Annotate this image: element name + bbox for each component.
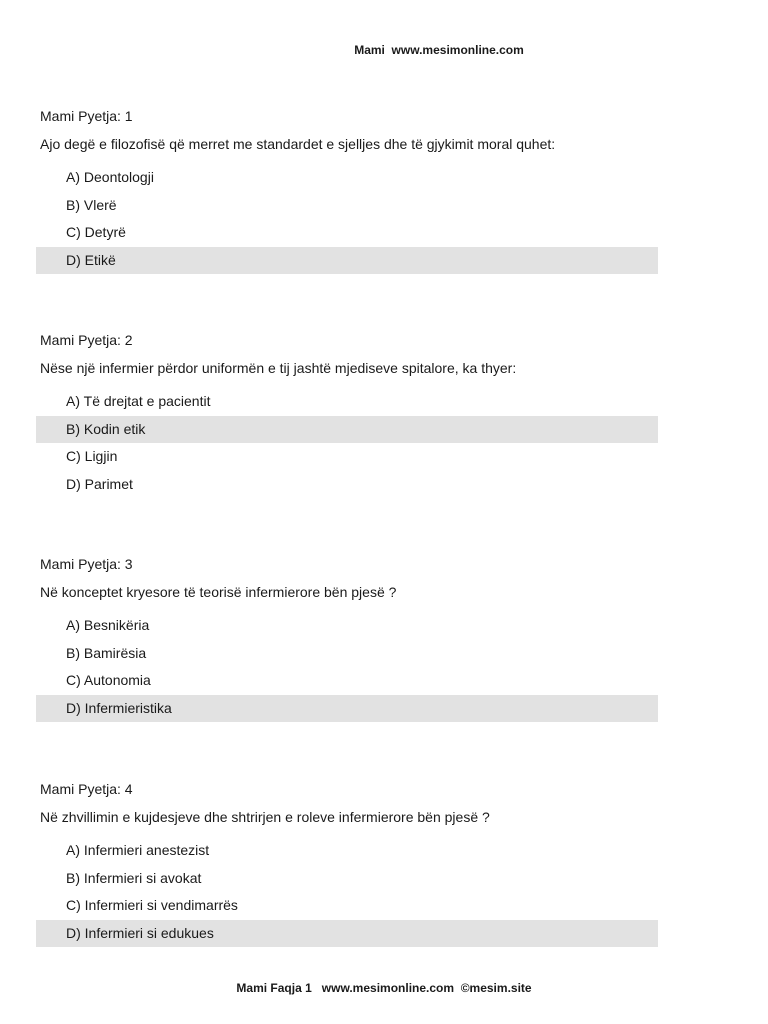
answer-option: B) Infermieri si avokat bbox=[66, 869, 202, 886]
question-text: Ajo degë e filozofisë që merret me standardet e sjelljes dhe të gjykimit moral quhet: bbox=[40, 136, 556, 152]
answer-option-highlighted: B) Kodin etik bbox=[36, 416, 658, 444]
question-block bbox=[36, 775, 658, 947]
answer-option-highlighted: D) Infermieri si edukues bbox=[36, 920, 658, 948]
question-text: Në konceptet kryesore të teorisë infermierore bën pjesë ? bbox=[40, 584, 397, 600]
question-title: Mami Pyetja: 3 bbox=[40, 556, 133, 572]
question-text: Nëse një infermier përdor uniformën e tij jashtë mjediseve spitalore, ka thyer: bbox=[40, 360, 517, 376]
answer-option: C) Detyrë bbox=[66, 224, 126, 241]
question-title: Mami Pyetja: 1 bbox=[40, 108, 133, 124]
question-text: Në zhvillimin e kujdesjeve dhe shtrirjen e roleve infermierore bën pjesë ? bbox=[40, 809, 490, 825]
answer-option: C) Ligjin bbox=[66, 448, 118, 465]
question-title: Mami Pyetja: 4 bbox=[40, 781, 133, 797]
answer-option: D) Parimet bbox=[66, 475, 133, 492]
page-footer: Mami Faqja 1 www.mesimonline.com ©mesim.site bbox=[236, 981, 532, 995]
answer-option-highlighted: D) Etikë bbox=[36, 247, 658, 275]
answer-option: A) Të drejtat e pacientit bbox=[66, 393, 211, 409]
answer-option: A) Besnikëria bbox=[66, 617, 150, 633]
question-block bbox=[36, 326, 658, 498]
answer-option: A) Infermieri anestezist bbox=[66, 842, 210, 858]
answer-option-highlighted: D) Infermieristika bbox=[36, 695, 658, 723]
answer-option: B) Bamirësia bbox=[66, 644, 147, 661]
question-block bbox=[36, 550, 658, 722]
question-title: Mami Pyetja: 2 bbox=[40, 332, 133, 348]
answer-option: A) Deontologji bbox=[66, 169, 154, 185]
answer-option: B) Vlerë bbox=[66, 196, 117, 213]
question-block bbox=[36, 102, 658, 274]
page-header: Mami www.mesimonline.com bbox=[354, 43, 524, 57]
answer-option: C) Infermieri si vendimarrës bbox=[66, 897, 238, 914]
answer-option: C) Autonomia bbox=[66, 672, 151, 689]
